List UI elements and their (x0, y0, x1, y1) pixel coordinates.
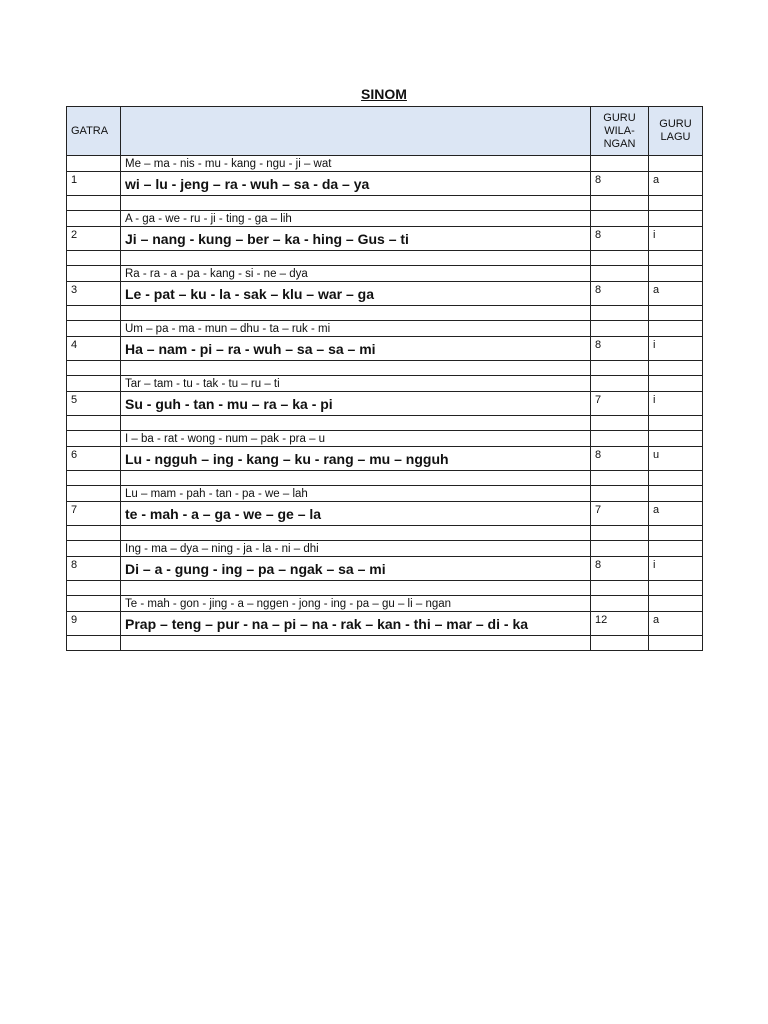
lyric-row (67, 612, 703, 636)
blank-row (67, 526, 703, 541)
blank-cell (649, 526, 703, 541)
blank-cell (67, 526, 121, 541)
gatra-number: 7 (67, 502, 121, 526)
guru-wilangan-value: 8 (591, 282, 649, 306)
lagu-cell-empty (649, 156, 703, 172)
guru-wilangan-value: 8 (591, 172, 649, 196)
guru-lagu-value: i (649, 337, 703, 361)
blank-cell (67, 251, 121, 266)
lyric-cell: Di – a - gung - ing – pa – ngak – sa – mi (121, 557, 591, 581)
gatra-cell-empty (67, 211, 121, 227)
blank-cell (67, 196, 121, 211)
blank-cell (591, 471, 649, 486)
blank-cell (121, 251, 591, 266)
blank-cell (121, 361, 591, 376)
lyric-row (67, 282, 703, 306)
guru-lagu-value: i (649, 392, 703, 416)
lyric-cell: Prap – teng – pur - na – pi – na - rak – kan - thi – mar – di - ka (121, 612, 591, 636)
lyric-row (67, 392, 703, 416)
gatra-number: 2 (67, 227, 121, 251)
blank-cell (591, 196, 649, 211)
lyric-row (67, 172, 703, 196)
wilangan-cell-empty (591, 541, 649, 557)
header-guru-wilangan-line1: GURU (603, 111, 636, 124)
gatra-cell-empty (67, 596, 121, 612)
lagu-cell-empty (649, 321, 703, 337)
syllable-cell: Ra - ra - a - pa - kang - si - ne – dya (121, 266, 591, 282)
blank-cell (591, 636, 649, 651)
lyric-cell: Ji – nang - kung – ber – ka - hing – Gus – ti (121, 227, 591, 251)
gatra-cell-empty (67, 486, 121, 502)
blank-cell (591, 526, 649, 541)
syllable-cell: Um – pa - ma - mun – dhu - ta – ruk - mi (121, 321, 591, 337)
syllable-row (67, 541, 703, 557)
syllable-cell: I – ba - rat - wong - num – pak - pra – u (121, 431, 591, 447)
syllable-cell: A - ga - we - ru - ji - ting - ga – lih (121, 211, 591, 227)
lyric-cell: Lu - ngguh – ing - kang – ku - rang – mu – ngguh (121, 447, 591, 471)
blank-row (67, 416, 703, 431)
lyric-cell: Le - pat – ku - la - sak – klu – war – ga (121, 282, 591, 306)
lagu-cell-empty (649, 266, 703, 282)
gatra-cell-empty (67, 266, 121, 282)
blank-cell (649, 196, 703, 211)
blank-cell (67, 306, 121, 321)
table-header-row (67, 107, 703, 156)
syllable-cell: Ing - ma – dya – ning - ja - la - ni – dhi (121, 541, 591, 557)
blank-cell (121, 581, 591, 596)
blank-cell (649, 251, 703, 266)
blank-row (67, 636, 703, 651)
blank-cell (649, 471, 703, 486)
lyric-row (67, 227, 703, 251)
lagu-cell-empty (649, 596, 703, 612)
guru-wilangan-value: 8 (591, 227, 649, 251)
guru-lagu-value: i (649, 227, 703, 251)
syllable-row (67, 376, 703, 392)
syllable-row (67, 321, 703, 337)
blank-cell (67, 471, 121, 486)
blank-cell (67, 636, 121, 651)
gatra-number: 8 (67, 557, 121, 581)
syllable-cell: Te - mah - gon - jing - a – nggen - jong - ing - pa – gu – li – ngan (121, 596, 591, 612)
header-guru-lagu-line2: LAGU (660, 131, 691, 143)
syllable-cell: Tar – tam - tu - tak - tu – ru – ti (121, 376, 591, 392)
wilangan-cell-empty (591, 321, 649, 337)
blank-cell (649, 306, 703, 321)
blank-cell (591, 361, 649, 376)
header-gatra: GATRA (67, 107, 121, 156)
gatra-number: 5 (67, 392, 121, 416)
lyric-row (67, 337, 703, 361)
blank-cell (67, 416, 121, 431)
header-blank (121, 107, 591, 156)
gatra-number: 3 (67, 282, 121, 306)
lyric-cell: te - mah - a – ga - we – ge – la (121, 502, 591, 526)
guru-lagu-value: i (649, 557, 703, 581)
gatra-number: 1 (67, 172, 121, 196)
blank-cell (649, 361, 703, 376)
lagu-cell-empty (649, 376, 703, 392)
guru-wilangan-value: 12 (591, 612, 649, 636)
wilangan-cell-empty (591, 431, 649, 447)
blank-cell (649, 581, 703, 596)
lyric-row (67, 502, 703, 526)
wilangan-cell-empty (591, 266, 649, 282)
header-guru-wilangan-line2: WILA- (604, 124, 635, 137)
lyric-cell: Ha – nam - pi – ra - wuh – sa – sa – mi (121, 337, 591, 361)
blank-cell (591, 416, 649, 431)
guru-lagu-value: a (649, 172, 703, 196)
guru-lagu-value: a (649, 502, 703, 526)
blank-row (67, 251, 703, 266)
wilangan-cell-empty (591, 596, 649, 612)
page-title: SINOM (361, 86, 407, 102)
syllable-row (67, 156, 703, 172)
gatra-cell-empty (67, 156, 121, 172)
header-guru-lagu-line1: GURU (659, 118, 692, 130)
blank-cell (67, 361, 121, 376)
blank-cell (649, 416, 703, 431)
gatra-cell-empty (67, 321, 121, 337)
sinom-table (66, 106, 703, 651)
gatra-number: 6 (67, 447, 121, 471)
syllable-cell: Lu – mam - pah - tan - pa - we – lah (121, 486, 591, 502)
syllable-row (67, 266, 703, 282)
blank-cell (121, 196, 591, 211)
guru-wilangan-value: 8 (591, 557, 649, 581)
wilangan-cell-empty (591, 486, 649, 502)
blank-row (67, 306, 703, 321)
blank-cell (121, 416, 591, 431)
lyric-cell: wi – lu - jeng – ra - wuh – sa - da – ya (121, 172, 591, 196)
lagu-cell-empty (649, 431, 703, 447)
blank-cell (67, 581, 121, 596)
header-guru-wilangan-line3: NGAN (603, 137, 636, 150)
syllable-row (67, 596, 703, 612)
blank-cell (121, 471, 591, 486)
blank-cell (649, 636, 703, 651)
lagu-cell-empty (649, 486, 703, 502)
guru-lagu-value: u (649, 447, 703, 471)
header-guru-wilangan (591, 107, 649, 156)
gatra-cell-empty (67, 431, 121, 447)
guru-wilangan-value: 7 (591, 392, 649, 416)
blank-cell (121, 636, 591, 651)
gatra-cell-empty (67, 541, 121, 557)
syllable-row (67, 211, 703, 227)
gatra-number: 4 (67, 337, 121, 361)
blank-cell (591, 581, 649, 596)
wilangan-cell-empty (591, 211, 649, 227)
wilangan-cell-empty (591, 156, 649, 172)
wilangan-cell-empty (591, 376, 649, 392)
blank-cell (591, 251, 649, 266)
gatra-cell-empty (67, 376, 121, 392)
syllable-row (67, 431, 703, 447)
lagu-cell-empty (649, 541, 703, 557)
guru-wilangan-value: 8 (591, 337, 649, 361)
lyric-row (67, 557, 703, 581)
blank-cell (121, 526, 591, 541)
lyric-row (67, 447, 703, 471)
lagu-cell-empty (649, 211, 703, 227)
blank-row (67, 196, 703, 211)
blank-cell (121, 306, 591, 321)
syllable-cell: Me – ma - nis - mu - kang - ngu - ji – wat (121, 156, 591, 172)
blank-cell (591, 306, 649, 321)
blank-row (67, 361, 703, 376)
syllable-row (67, 486, 703, 502)
guru-lagu-value: a (649, 612, 703, 636)
header-guru-lagu (649, 107, 703, 156)
lyric-cell: Su - guh - tan - mu – ra – ka - pi (121, 392, 591, 416)
blank-row (67, 581, 703, 596)
guru-wilangan-value: 8 (591, 447, 649, 471)
guru-wilangan-value: 7 (591, 502, 649, 526)
guru-lagu-value: a (649, 282, 703, 306)
blank-row (67, 471, 703, 486)
gatra-number: 9 (67, 612, 121, 636)
